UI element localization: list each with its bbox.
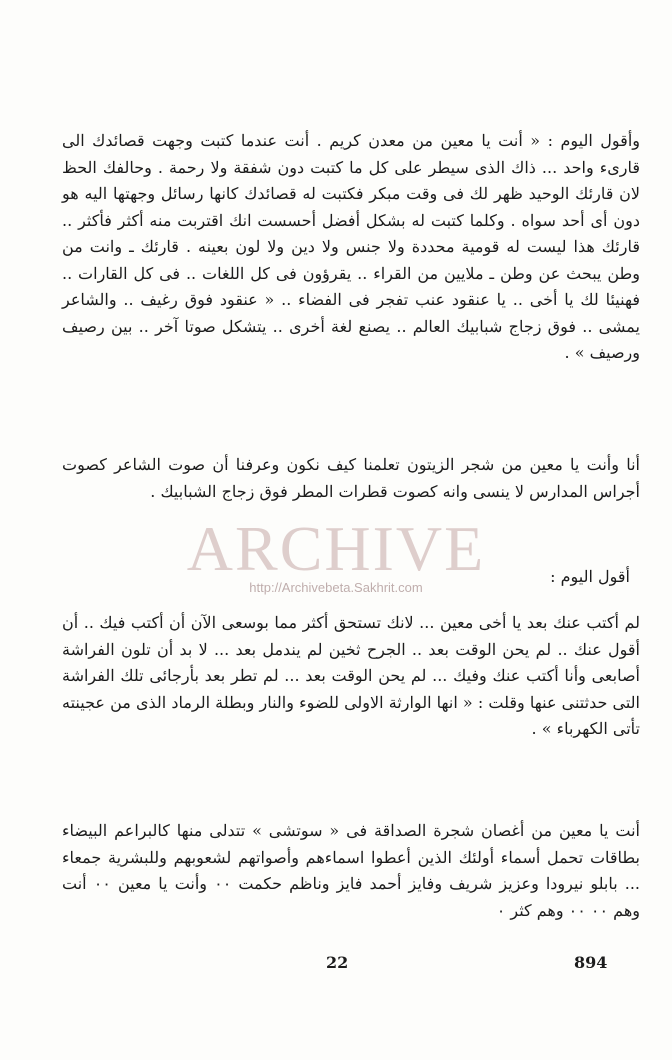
paragraph-1-text: وأقول اليوم : « أنت يا معين من معدن كريم . أنت عندما كتبت وجهت قصائدك الى قارىء واحد ... ذاك الذى سيطر على كل ما كتبت دون شفقة ولا رحمة . وحالفك الحظ لان قارئك الوحيد ظهر لك فى وقت مبكر فكتبت له قصائدك كانها رسائل وجهتها اليه هو دون أى أحد سواه . وكلما كتبت له بشكل أفضل أحسست انك اقتربت منه أكثر فأكثر .. قارئك هذا ليست له قومية محددة ولا جنس ولا دين ولا لون بعينه . قارئك ـ وانت من وطن يبحث عن وطن ـ ملايين من القراء .. يقرؤون فى كل اللغات .. فى كل القارات .. فهنيئا لك يا أخى .. يا عنقود عنب تفجر فى الفضاء .. « عنقود فوق رغيف .. والشاعر يمشى .. فوق زجاج شبابيك العالم .. يصنع لغة أخرى .. يتشكل صوتا آخر .. بين رصيف ورصيف » .	[62, 131, 641, 362]
archive-page-number: 894	[574, 953, 608, 972]
paragraph-4	[62, 818, 640, 924]
paragraph-1	[62, 128, 640, 367]
paragraph-2	[62, 452, 640, 505]
archive-watermark-logo: ARCHIVE	[186, 513, 486, 584]
paragraph-2-text: أنا وأنت يا معين من شجر الزيتون تعلمنا كيف نكون وعرفنا أن صوت الشاعر كصوت أجراس المدارس لا ينسى وانه كصوت قطرات المطر فوق زجاج الشبابيك .	[62, 455, 641, 501]
paragraph-4-text: أنت يا معين من أغصان شجرة الصداقة فى « سوتشى » تتدلى منها كالبراعم البيضاء بطاقات تحمل أسماء أولئك الذين أعطوا اسماءهم وأصواتهم لشعوبهم وللبشرية جمعاء ... بابلو نيرودا وعزيز شريف وفايز أحمد فايز وناظم حكمت ٠٠ وأنت يا معين ٠٠ أنت وهم ٠٠ ٠٠ وهم كثر ٠	[62, 821, 640, 920]
page-number: 22	[326, 953, 349, 972]
paragraph-3	[62, 610, 640, 743]
archive-watermark-url: http://Archivebeta.Sakhrit.com	[249, 580, 423, 595]
section-heading: أقول اليوم :	[550, 567, 630, 586]
paragraph-3-text: لم أكتب عنك بعد يا أخى معين ... لانك تستحق أكثر مما بوسعى الآن أن أكتب فيك .. أن أقول عنك .. لم يحن الوقت بعد .. الجرح ثخين لم يندمل بعد ... لا بد أن تلون الفراشة أصابعى وأنا أكتب عنك وفيك ... لم يحن الوقت بعد ... لم تطر بعد بأرجائى تلك الفراشة التى حدثتنى عنها وقلت : « انها الوارثة الاولى للضوء والنار وبطلة الرماد الذى من عجينته تأتى الكهرباء » .	[62, 613, 640, 738]
